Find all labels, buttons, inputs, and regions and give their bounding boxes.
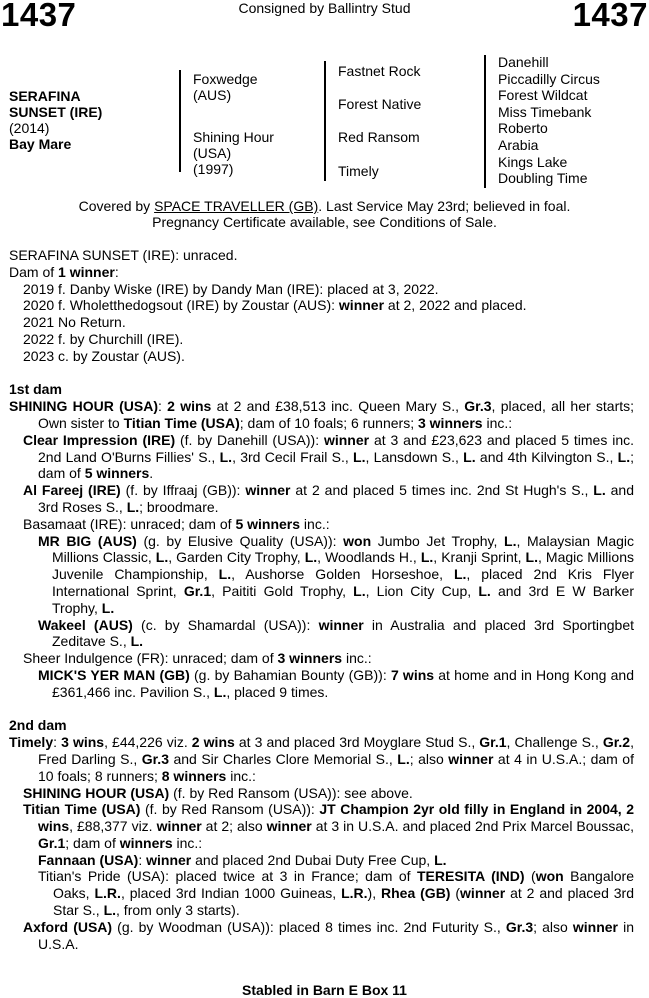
gen3-7: Doubling Time bbox=[498, 170, 588, 187]
pedigree-gen2-2: Red Ransom bbox=[338, 129, 420, 145]
entry-mr-big: MR BIG (AUS) (g. by Elusive Quality (USA)): won Jumbo Jet Trophy, L., Malaysian Magic Millions Classic, L., Garden City Trophy, L., Woodlands H., L., Kranji Sprint, L., Magic Millions Juvenile Championship, L., Aushorse Golden Horseshoe, L., placed 2nd Kris Flyer International Sprint, Gr.1, Paititi Gold Trophy, L., Lion City Cup, L. and 3rd E W Barker Trophy, L. bbox=[38, 532, 635, 616]
second-dam-entry: Timely: 3 wins, £44,226 viz. 2 wins at 3 and placed 3rd Moyglare Stud S., Gr.1, Challenge S., Gr.2, Fred Darling S., Gr.3 and Sir Charles Clore Memorial S., L.; also winner at 4 in U.S.A.; dam of 10 foals; 8 runners; 8 winners inc.: bbox=[9, 734, 634, 784]
pedigree-dam bbox=[193, 129, 274, 177]
horse-name-line1: SERAFINA bbox=[9, 88, 81, 104]
entry-titian-time: Titian Time (USA) (f. by Red Ransom (USA)): JT Champion 2yr old filly in England in 2004, 2 wins, £88,377 viz. winner at 2; also winner at 3 in U.S.A. and placed 2nd Prix Marcel Boussac, Gr.1; dam of winners inc.: bbox=[23, 801, 635, 851]
horse-year: (2014) bbox=[9, 120, 50, 136]
pedigree-gen2-3: Timely bbox=[338, 163, 379, 179]
gen3-1: Piccadilly Circus bbox=[498, 70, 600, 87]
produce-row-2021: 2021 No Return. bbox=[23, 314, 126, 331]
gen3-0: Danehill bbox=[498, 54, 549, 70]
entry-titians-pride: Titian's Pride (USA): placed twice at 3 in France; dam of TERESITA (IND) (won Bangalore Oaks, L.R., placed 3rd Indian 1000 Guineas, L.R.), Rhea (GB) (winner at 2 and placed 3rd Star S., L., from only 3 starts). bbox=[38, 868, 635, 919]
produce-row-2023: 2023 c. by Zoustar (AUS). bbox=[23, 347, 185, 364]
pedigree-line-3 bbox=[484, 55, 486, 188]
lot-number-left: 1437 bbox=[1, 0, 77, 33]
horse-sex: Bay Mare bbox=[9, 136, 72, 152]
gen3-3: Miss Timebank bbox=[498, 103, 592, 120]
entry-fannaan: Fannaan (USA): winner and placed 2nd Dubai Duty Free Cup, L. bbox=[38, 851, 447, 868]
produce-dam-of: Dam of 1 winner: bbox=[9, 263, 119, 280]
sire-country: (AUS) bbox=[193, 87, 232, 103]
covered-note bbox=[0, 198, 649, 230]
entry-micks-yer-man: MICK'S YER MAN (GB) (g. by Bahamian Bounty (GB)): 7 wins at home and in Hong Kong and £361,466 inc. Pavilion S., L., placed 9 times. bbox=[38, 666, 635, 700]
entry-al-fareej: Al Fareej (IRE) (f. by Iffraaj (GB)): winner at 2 and placed 5 times inc. 2nd St Hugh's S., L. and 3rd Roses S., L.; broodmare. bbox=[23, 482, 634, 515]
dam-year: (1997) bbox=[193, 161, 234, 177]
pedigree-sire bbox=[193, 71, 258, 103]
first-dam-heading: 1st dam bbox=[9, 381, 62, 398]
pedigree-gen2-1: Forest Native bbox=[338, 96, 422, 112]
horse-name-line2: SUNSET (IRE) bbox=[9, 104, 103, 120]
entry-wakeel: Wakeel (AUS) (c. by Shamardal (USA)): winner in Australia and placed 3rd Sportingbet Zeditave S., L. bbox=[38, 616, 634, 650]
entry-axford: Axford (USA) (g. by Woodman (USA)): placed 8 times inc. 2nd Futurity S., Gr.3; also winner in U.S.A. bbox=[23, 918, 634, 952]
covered-line2: Pregnancy Certificate available, see Conditions of Sale. bbox=[152, 214, 497, 230]
first-dam-entry: SHINING HOUR (USA): 2 wins at 2 and £38,513 inc. Queen Mary S., Gr.3, placed, all her starts; Own sister to Titian Time (USA); dam of 10 foals; 6 runners; 3 winners inc.: bbox=[9, 398, 635, 431]
second-dam-heading: 2nd dam bbox=[9, 717, 67, 734]
entry-shining-hour: SHINING HOUR (USA) (f. by Red Ransom (USA)): see above. bbox=[23, 784, 413, 801]
covering-stallion: SPACE TRAVELLER (GB) bbox=[154, 198, 319, 214]
entry-basamaat: Basamaat (IRE): unraced; dam of 5 winners inc.: bbox=[23, 515, 330, 532]
produce-intro: SERAFINA SUNSET (IRE): unraced. bbox=[9, 247, 238, 263]
produce-row-2020: 2020 f. Wholetthedogsout (IRE) by Zoustar (AUS): winner at 2, 2022 and placed. bbox=[23, 297, 527, 314]
gen3-6: Kings Lake bbox=[498, 153, 568, 170]
stabled-note: Stabled in Barn E Box 11 bbox=[242, 982, 407, 998]
pedigree-line-1 bbox=[179, 70, 181, 172]
produce-row-2019: 2019 f. Danby Wiske (IRE) by Dandy Man (IRE): placed at 3, 2022. bbox=[23, 280, 439, 297]
gen3-2: Forest Wildcat bbox=[498, 87, 588, 104]
produce-row-2022: 2022 f. by Churchill (IRE). bbox=[23, 330, 184, 347]
pedigree-gen2-0: Fastnet Rock bbox=[338, 63, 421, 79]
gen3-5: Arabia bbox=[498, 136, 539, 153]
pedigree-gen3 bbox=[498, 54, 600, 187]
sire-name: Foxwedge bbox=[193, 71, 258, 87]
entry-sheer-indulgence: Sheer Indulgence (FR): unraced; dam of 3 winners inc.: bbox=[23, 650, 372, 667]
pedigree-line-2 bbox=[324, 61, 326, 181]
catalogue-body bbox=[9, 247, 634, 952]
dam-name: Shining Hour bbox=[193, 129, 274, 145]
consignor: Consigned by Ballintry Stud bbox=[238, 0, 411, 16]
lot-number-right: 1437 bbox=[572, 0, 648, 33]
gen3-4: Roberto bbox=[498, 120, 548, 137]
covered-line1: Covered by SPACE TRAVELLER (GB). Last Service May 23rd; believed in foal. bbox=[78, 198, 571, 214]
horse-identity bbox=[9, 88, 102, 152]
dam-country: (USA) bbox=[193, 145, 232, 161]
entry-clear-impression: Clear Impression (IRE) (f. by Danehill (USA)): winner at 3 and £23,623 and placed 5 times inc. 2nd Land O'Burns Fillies' S., L., 3rd Cecil Frail S., L., Lansdown S., L. and 4th Kilvington S., L.; dam of 5 winners. bbox=[23, 431, 635, 482]
